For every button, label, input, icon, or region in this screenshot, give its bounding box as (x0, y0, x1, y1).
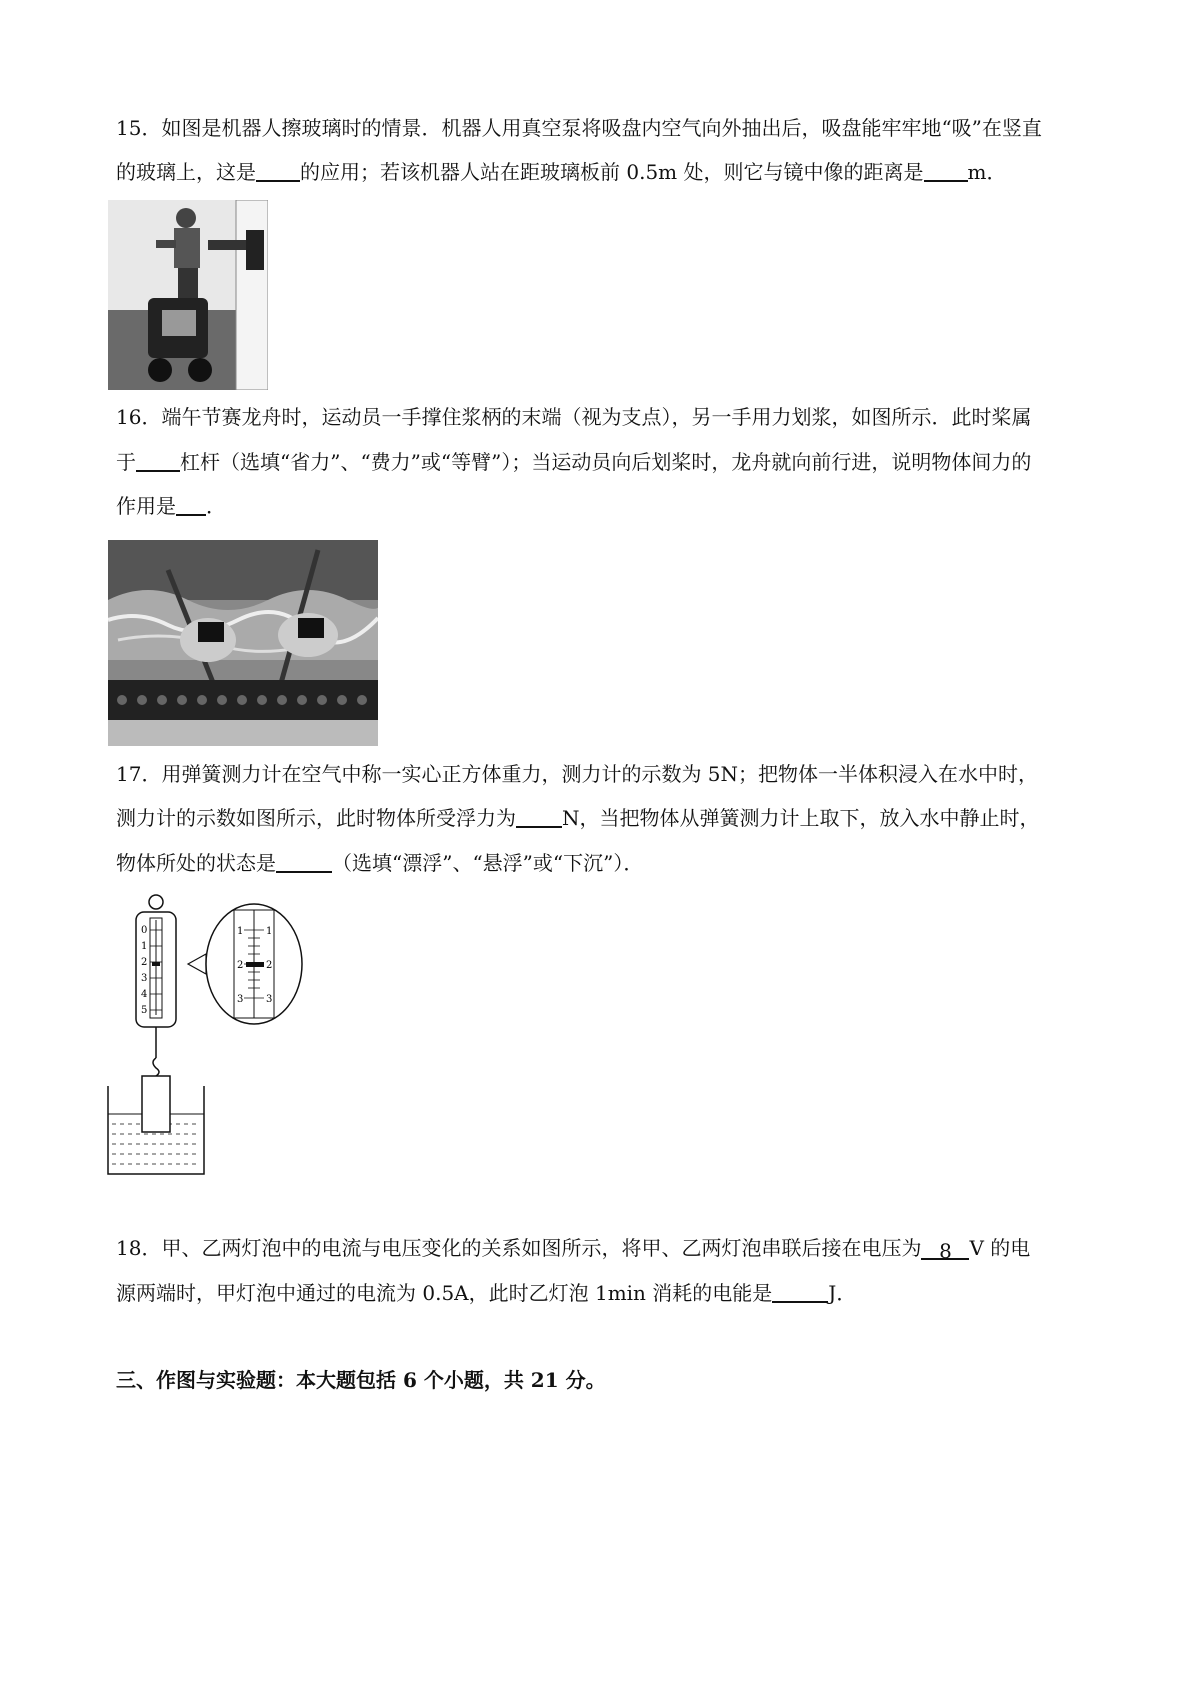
q17-text-b: N，当把物体从弹簧测力计上取下，放入水中静止时， (562, 806, 1040, 830)
zoom-label-right-2: 2 (266, 960, 273, 971)
q18-text-b: V 的电 (969, 1236, 1031, 1260)
q17-text-a: 测力计的示数如图所示，此时物体所受浮力为 (116, 806, 516, 830)
spring-scale-diagram (106, 890, 306, 1180)
q18-blank-2 (772, 1281, 828, 1303)
q17-blank-2 (276, 851, 332, 873)
q18-text-c: 源两端时，甲灯泡中通过的电流为 0.5A，此时乙灯泡 1min 消耗的电能是 (116, 1281, 773, 1305)
q17-text-c: 物体所处的状态是 (116, 851, 276, 875)
zoom-label-right-3: 3 (266, 994, 273, 1005)
q17-line-1: 17．用弹簧测力计在空气中称一实心正方体重力，测力计的示数为 5N；把物体一半体积浸入在水中时， (116, 762, 1039, 786)
q18-line-1 (116, 1235, 1030, 1261)
q15-line-2 (116, 159, 1006, 185)
q17-text-d: （选填“漂浮”、“悬浮”或“下沉”）． (332, 851, 644, 875)
scale-label-0: 0 (141, 925, 148, 936)
q16-line-2 (116, 449, 1031, 475)
q16-blank-2 (176, 494, 206, 516)
q15-text-c: m． (967, 160, 1007, 184)
scale-label-2: 2 (141, 957, 148, 968)
q17-line-3 (116, 850, 643, 876)
scale-label-1: 1 (141, 941, 148, 952)
q16-line-3 (116, 493, 226, 519)
spring-scale-figure (106, 890, 306, 1180)
q18-text-d: J． (828, 1281, 857, 1305)
q18-line-2 (116, 1280, 856, 1306)
zoom-label-left-3: 3 (237, 994, 244, 1005)
scale-label-5: 5 (141, 1005, 148, 1016)
q15-line-1: 15．如图是机器人擦玻璃时的情景．机器人用真空泵将吸盘内空气向外抽出后，吸盘能牢牢地“吸”在竖直 (116, 116, 1042, 140)
q15-blank-2 (924, 160, 968, 182)
q16-text-c: 作用是 (116, 494, 176, 518)
q16-text-a: 于 (116, 450, 136, 474)
dragon-boat-figure (108, 540, 378, 746)
q18-answer-blank: 8 (921, 1238, 969, 1260)
robot-window-image (108, 200, 268, 390)
q18-text-a: 18．甲、乙两灯泡中的电流与电压变化的关系如图所示，将甲、乙两灯泡串联后接在电压为 (116, 1236, 922, 1260)
scale-label-3: 3 (141, 973, 148, 984)
zoom-label-right-1: 1 (266, 926, 273, 937)
q16-text-b: 杠杆（选填“省力”、“费力”或“等臂”）；当运动员向后划桨时，龙舟就向前行进，说明物体间力的 (180, 450, 1032, 474)
q17-blank-1 (516, 806, 562, 828)
zoom-label-left-2: 2 (237, 960, 244, 971)
zoom-label-left-1: 1 (237, 926, 244, 937)
q16-blank-1 (136, 450, 180, 472)
q17-line-2 (116, 805, 1040, 831)
scale-label-4: 4 (141, 989, 148, 1000)
robot-window-figure (108, 200, 268, 390)
q15-text-b: 的应用；若该机器人站在距玻璃板前 0.5m 处，则它与镜中像的距离是 (300, 160, 924, 184)
section-3-heading: 三、作图与实验题：本大题包括 6 个小题，共 21 分。 (116, 1368, 606, 1392)
q15-text-a: 的玻璃上，这是 (116, 160, 256, 184)
q16-text-d: ． (206, 494, 226, 518)
dragon-boat-image (108, 540, 378, 746)
q15-blank-1 (256, 160, 300, 182)
q16-line-1: 16．端午节赛龙舟时，运动员一手撑住浆柄的末端（视为支点），另一手用力划浆，如图所示．此时桨属 (116, 405, 1032, 429)
